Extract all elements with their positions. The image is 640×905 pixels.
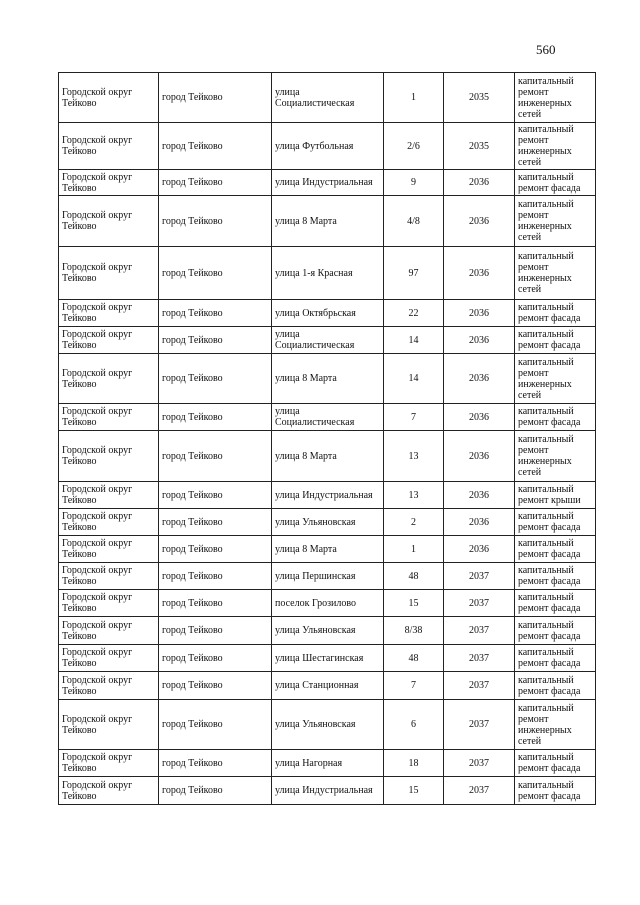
- year-cell: 2036: [444, 354, 515, 404]
- table-row: [59, 73, 596, 123]
- street-cell: улица Станционная: [272, 672, 384, 700]
- settlement-cell: город Тейково: [159, 563, 272, 590]
- work-type-cell: капитальный ремонт фасада: [515, 645, 596, 672]
- settlement-cell: город Тейково: [159, 617, 272, 645]
- municipality-cell: Городской округ Тейково: [59, 300, 159, 327]
- municipality-cell: Городской округ Тейково: [59, 354, 159, 404]
- house-number-cell: 18: [384, 750, 444, 777]
- street-cell: поселок Грозилово: [272, 590, 384, 617]
- work-type-cell: капитальный ремонт фасада: [515, 327, 596, 354]
- work-type-cell: капитальный ремонт фасада: [515, 777, 596, 805]
- municipality-cell: Городской округ Тейково: [59, 645, 159, 672]
- street-cell: улица Социалистическая: [272, 404, 384, 431]
- work-type-cell: капитальный ремонт крыши: [515, 482, 596, 509]
- street-cell: улица Нагорная: [272, 750, 384, 777]
- year-cell: 2036: [444, 327, 515, 354]
- table-row: [59, 300, 596, 327]
- house-number-cell: 15: [384, 590, 444, 617]
- street-cell: улица 8 Марта: [272, 536, 384, 563]
- street-cell: улица Октябрьская: [272, 300, 384, 327]
- municipality-cell: Городской округ Тейково: [59, 563, 159, 590]
- municipality-cell: Городской округ Тейково: [59, 509, 159, 536]
- work-type-cell: капитальный ремонт инженерных сетей: [515, 700, 596, 750]
- work-type-cell: капитальный ремонт фасада: [515, 509, 596, 536]
- work-type-cell: капитальный ремонт фасада: [515, 750, 596, 777]
- settlement-cell: город Тейково: [159, 590, 272, 617]
- table-row: [59, 750, 596, 777]
- settlement-cell: город Тейково: [159, 482, 272, 509]
- municipality-cell: Городской округ Тейково: [59, 700, 159, 750]
- year-cell: 2035: [444, 123, 515, 170]
- work-type-cell: капитальный ремонт фасада: [515, 170, 596, 196]
- year-cell: 2037: [444, 590, 515, 617]
- table-row: [59, 536, 596, 563]
- street-cell: улица 1-я Красная: [272, 247, 384, 300]
- table-row: [59, 404, 596, 431]
- work-type-cell: капитальный ремонт фасада: [515, 536, 596, 563]
- settlement-cell: город Тейково: [159, 327, 272, 354]
- repair-schedule-table: [58, 72, 596, 805]
- settlement-cell: город Тейково: [159, 73, 272, 123]
- street-cell: улица Футбольная: [272, 123, 384, 170]
- work-type-cell: капитальный ремонт инженерных сетей: [515, 196, 596, 247]
- work-type-cell: капитальный ремонт фасада: [515, 563, 596, 590]
- settlement-cell: город Тейково: [159, 247, 272, 300]
- settlement-cell: город Тейково: [159, 645, 272, 672]
- house-number-cell: 2/6: [384, 123, 444, 170]
- settlement-cell: город Тейково: [159, 700, 272, 750]
- municipality-cell: Городской округ Тейково: [59, 404, 159, 431]
- street-cell: улица 8 Марта: [272, 354, 384, 404]
- municipality-cell: Городской округ Тейково: [59, 777, 159, 805]
- street-cell: улица Ульяновская: [272, 617, 384, 645]
- settlement-cell: город Тейково: [159, 750, 272, 777]
- settlement-cell: город Тейково: [159, 123, 272, 170]
- street-cell: улица Першинская: [272, 563, 384, 590]
- table-row: [59, 563, 596, 590]
- municipality-cell: Городской округ Тейково: [59, 431, 159, 482]
- work-type-cell: капитальный ремонт фасада: [515, 590, 596, 617]
- house-number-cell: 48: [384, 563, 444, 590]
- work-type-cell: капитальный ремонт инженерных сетей: [515, 123, 596, 170]
- work-type-cell: капитальный ремонт фасада: [515, 300, 596, 327]
- street-cell: улица 8 Марта: [272, 196, 384, 247]
- year-cell: 2035: [444, 73, 515, 123]
- table-row: [59, 617, 596, 645]
- municipality-cell: Городской округ Тейково: [59, 536, 159, 563]
- street-cell: улица 8 Марта: [272, 431, 384, 482]
- table-row: [59, 645, 596, 672]
- municipality-cell: Городской округ Тейково: [59, 672, 159, 700]
- house-number-cell: 7: [384, 672, 444, 700]
- work-type-cell: капитальный ремонт инженерных сетей: [515, 73, 596, 123]
- table-row: [59, 431, 596, 482]
- year-cell: 2036: [444, 300, 515, 327]
- year-cell: 2036: [444, 431, 515, 482]
- table-row: [59, 327, 596, 354]
- house-number-cell: 2: [384, 509, 444, 536]
- street-cell: улица Ульяновская: [272, 700, 384, 750]
- house-number-cell: 13: [384, 431, 444, 482]
- work-type-cell: капитальный ремонт фасада: [515, 672, 596, 700]
- table-row: [59, 777, 596, 805]
- house-number-cell: 14: [384, 327, 444, 354]
- house-number-cell: 4/8: [384, 196, 444, 247]
- house-number-cell: 22: [384, 300, 444, 327]
- year-cell: 2037: [444, 645, 515, 672]
- table-row: [59, 590, 596, 617]
- house-number-cell: 1: [384, 536, 444, 563]
- municipality-cell: Городской округ Тейково: [59, 247, 159, 300]
- table-body: [59, 73, 596, 805]
- street-cell: улица Индустриальная: [272, 777, 384, 805]
- street-cell: улица Шестагинская: [272, 645, 384, 672]
- settlement-cell: город Тейково: [159, 300, 272, 327]
- house-number-cell: 14: [384, 354, 444, 404]
- house-number-cell: 6: [384, 700, 444, 750]
- settlement-cell: город Тейково: [159, 354, 272, 404]
- work-type-cell: капитальный ремонт фасада: [515, 404, 596, 431]
- house-number-cell: 97: [384, 247, 444, 300]
- work-type-cell: капитальный ремонт фасада: [515, 617, 596, 645]
- settlement-cell: город Тейково: [159, 672, 272, 700]
- settlement-cell: город Тейково: [159, 431, 272, 482]
- municipality-cell: Городской округ Тейково: [59, 617, 159, 645]
- table-row: [59, 482, 596, 509]
- work-type-cell: капитальный ремонт инженерных сетей: [515, 247, 596, 300]
- municipality-cell: Городской округ Тейково: [59, 196, 159, 247]
- municipality-cell: Городской округ Тейково: [59, 123, 159, 170]
- table-row: [59, 700, 596, 750]
- street-cell: улица Ульяновская: [272, 509, 384, 536]
- table-row: [59, 509, 596, 536]
- table-row: [59, 196, 596, 247]
- year-cell: 2036: [444, 536, 515, 563]
- settlement-cell: город Тейково: [159, 196, 272, 247]
- municipality-cell: Городской округ Тейково: [59, 327, 159, 354]
- table-row: [59, 123, 596, 170]
- year-cell: 2037: [444, 700, 515, 750]
- house-number-cell: 48: [384, 645, 444, 672]
- year-cell: 2036: [444, 482, 515, 509]
- year-cell: 2037: [444, 750, 515, 777]
- table-row: [59, 170, 596, 196]
- settlement-cell: город Тейково: [159, 404, 272, 431]
- municipality-cell: Городской округ Тейково: [59, 590, 159, 617]
- year-cell: 2037: [444, 672, 515, 700]
- table-row: [59, 354, 596, 404]
- street-cell: улица Индустриальная: [272, 482, 384, 509]
- municipality-cell: Городской округ Тейково: [59, 482, 159, 509]
- table-row: [59, 672, 596, 700]
- house-number-cell: 1: [384, 73, 444, 123]
- year-cell: 2037: [444, 777, 515, 805]
- house-number-cell: 7: [384, 404, 444, 431]
- street-cell: улица Индустриальная: [272, 170, 384, 196]
- table-row: [59, 247, 596, 300]
- year-cell: 2037: [444, 617, 515, 645]
- municipality-cell: Городской округ Тейково: [59, 73, 159, 123]
- house-number-cell: 13: [384, 482, 444, 509]
- house-number-cell: 15: [384, 777, 444, 805]
- year-cell: 2036: [444, 509, 515, 536]
- house-number-cell: 8/38: [384, 617, 444, 645]
- work-type-cell: капитальный ремонт инженерных сетей: [515, 431, 596, 482]
- municipality-cell: Городской округ Тейково: [59, 750, 159, 777]
- year-cell: 2036: [444, 247, 515, 300]
- year-cell: 2036: [444, 404, 515, 431]
- settlement-cell: город Тейково: [159, 170, 272, 196]
- year-cell: 2036: [444, 196, 515, 247]
- settlement-cell: город Тейково: [159, 509, 272, 536]
- street-cell: улица Социалистическая: [272, 327, 384, 354]
- house-number-cell: 9: [384, 170, 444, 196]
- page-number: 560: [536, 42, 556, 57]
- settlement-cell: город Тейково: [159, 536, 272, 563]
- year-cell: 2037: [444, 563, 515, 590]
- settlement-cell: город Тейково: [159, 777, 272, 805]
- year-cell: 2036: [444, 170, 515, 196]
- municipality-cell: Городской округ Тейково: [59, 170, 159, 196]
- street-cell: улица Социалистическая: [272, 73, 384, 123]
- work-type-cell: капитальный ремонт инженерных сетей: [515, 354, 596, 404]
